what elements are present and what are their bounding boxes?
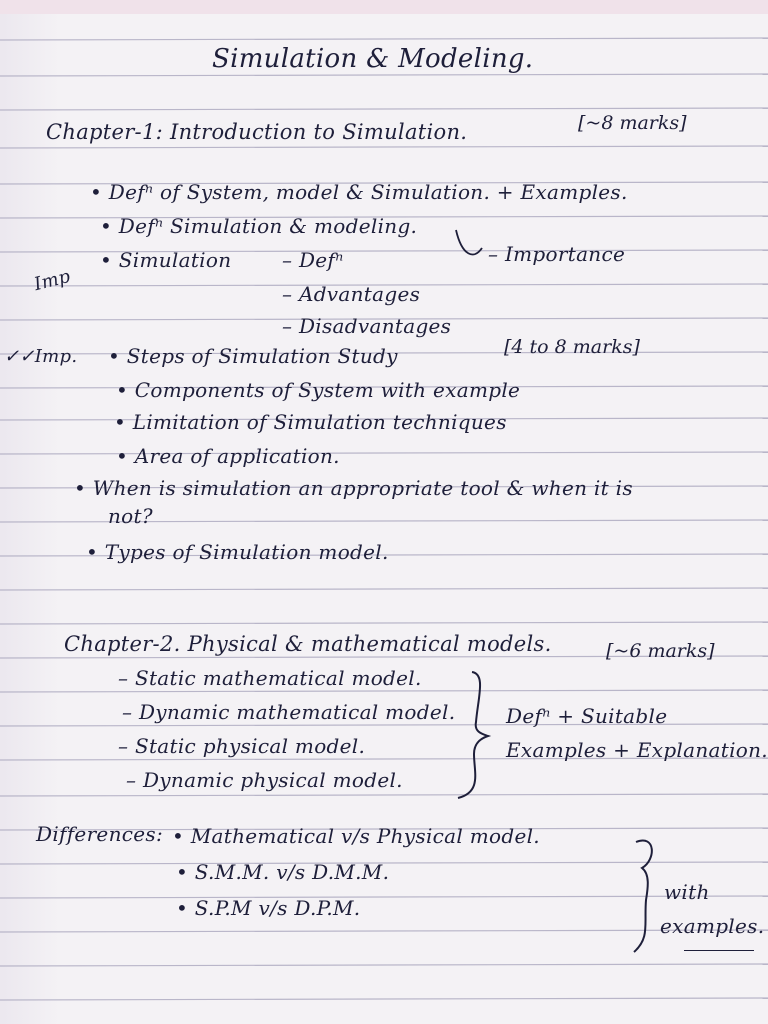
chapter2-heading: Chapter-2. Physical & mathematical models. — [64, 632, 552, 656]
ch1-sub-defn: – Defⁿ — [282, 248, 344, 272]
ch1-item-area: • Area of application. — [116, 444, 340, 468]
ch1-item-components: • Components of System with example — [116, 378, 521, 402]
ch2-note-line1: Defⁿ + Suitable — [506, 704, 668, 728]
diff-item-math-phys: • Mathematical v/s Physical model. — [172, 824, 540, 848]
chapter2-marks: [~6 marks] — [606, 640, 715, 662]
ch1-sub-importance: – Importance — [488, 242, 626, 266]
chapter2-brace — [452, 668, 494, 804]
diff-item-spm-dpm: • S.P.M v/s D.P.M. — [176, 896, 361, 920]
ch1-item-simulation: • Simulation — [100, 248, 232, 272]
ch1-sub-advantages: – Advantages — [282, 282, 421, 306]
importance-connector — [452, 226, 486, 270]
differences-label: Differences: — [36, 822, 163, 846]
ch1-item-when-cont: not? — [108, 504, 153, 528]
chapter1-heading: Chapter-1: Introduction to Simulation. — [46, 120, 468, 144]
diff-note-line2: examples. — [660, 914, 765, 938]
ch1-item-definition: • Defⁿ of System, model & Simulation. + Examples. — [90, 180, 628, 204]
ch1-item-steps: • Steps of Simulation Study — [108, 344, 398, 368]
ch1-sub-disadvantages: – Disadvantages — [282, 314, 452, 338]
differences-brace — [626, 834, 660, 958]
ch2-item-static-phys: – Static physical model. — [118, 734, 366, 758]
ch1-item-defn-sim-modeling: • Defⁿ Simulation & modeling. — [100, 214, 418, 238]
examples-underline — [684, 950, 754, 951]
vimp-note: ✓✓Imp. — [4, 346, 78, 367]
steps-marks: [4 to 8 marks] — [504, 336, 640, 358]
ch1-item-when: • When is simulation an appropriate tool & when it is — [74, 476, 633, 500]
chapter1-marks: [~8 marks] — [578, 112, 687, 134]
ch1-item-types: • Types of Simulation model. — [86, 540, 389, 564]
ch2-item-static-math: – Static mathematical model. — [118, 666, 422, 690]
page-title: Simulation & Modeling. — [212, 44, 534, 74]
imp-note: Imp — [32, 265, 73, 296]
ch2-item-dynamic-math: – Dynamic mathematical model. — [122, 700, 456, 724]
diff-item-smm-dmm: • S.M.M. v/s D.M.M. — [176, 860, 390, 884]
ch2-item-dynamic-phys: – Dynamic physical model. — [126, 768, 403, 792]
ch2-note-line2: Examples + Explanation. — [506, 738, 768, 762]
diff-note-line1: with — [664, 880, 710, 904]
ch1-item-limitation: • Limitation of Simulation techniques — [114, 410, 507, 434]
